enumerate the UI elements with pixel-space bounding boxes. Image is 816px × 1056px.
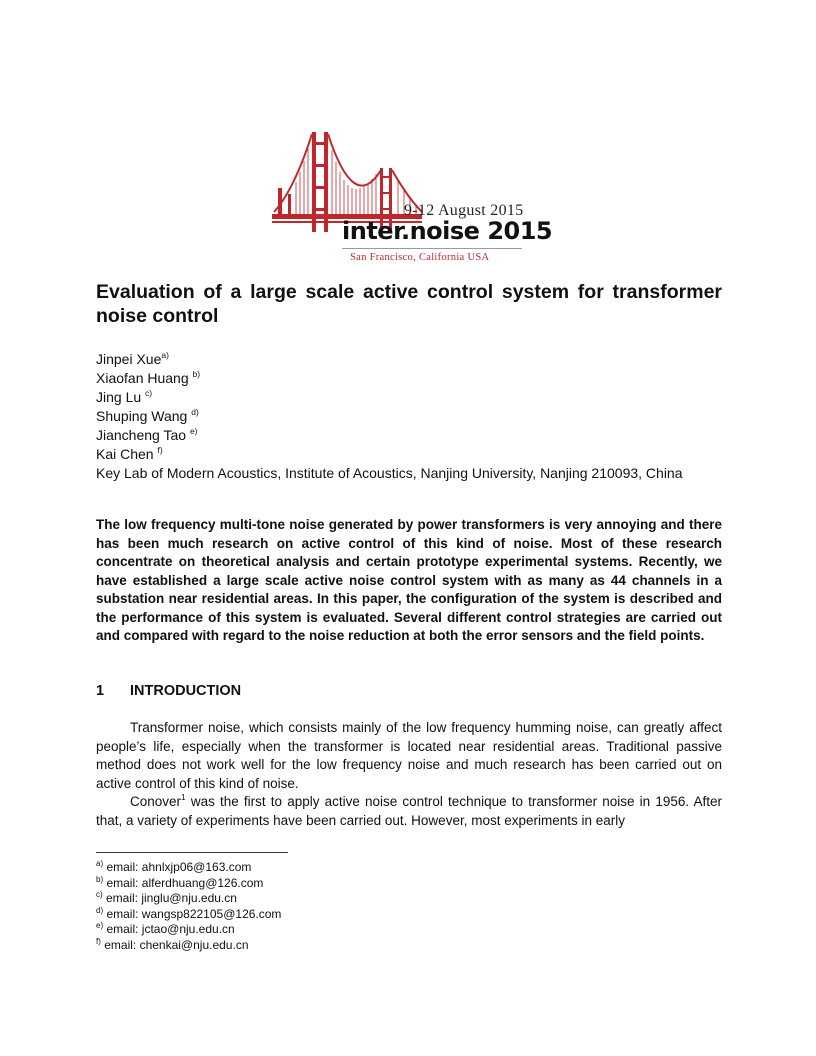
conference-brand: inter.noise 2015 [342, 217, 553, 245]
conference-city: San Francisco, California USA [350, 252, 490, 263]
author: Jiancheng Tao $^{e)}$ [96, 426, 198, 443]
author: Xiaofan Huang $^{b)}$ [96, 369, 201, 386]
abstract: The low frequency multi-tone noise generated by power transformers is very annoying and there has been much research on active control of this kind of noise. Most of these research concentrate on theoretical analysis and certain prototype experimental systems. Recently, we have established a large scale active noise control system with as many as 44 channels in a substation near residential areas. In this paper, the configuration of the system is described and the performance of this system is evaluated. Several different control strategies are carried out and compared with regard to the noise reduction at both the error sensors and the field points. [96, 517, 722, 643]
golden-gate-bridge-icon [272, 128, 552, 266]
citation-ref: 1 [181, 792, 186, 802]
footnote: $^{d)}$ email: wangsp822105@126.com [96, 905, 282, 921]
section-number: 1 [96, 683, 105, 699]
footnote-rule [96, 852, 288, 853]
author-mark: a) [161, 350, 169, 360]
footnote: $^{a)}$ email: ahnlxjp06@163.com [96, 859, 252, 874]
body-text [96, 719, 722, 830]
conference-logo [272, 128, 552, 266]
author-mark: d) [191, 407, 199, 417]
paragraph: Conover$^1$ was the first to apply active noise control technique to transformer noise in 1956. After that, a variety of experiments have been carried out. However, most experiments in early [96, 792, 722, 828]
footnote: $^{e)}$ email: jctao@nju.edu.cn [96, 921, 235, 936]
section-heading [96, 683, 241, 699]
author: Kai Chen $^{f)}$ [96, 445, 163, 462]
footnote: $^{b)}$ email: alferdhuang@126.com [96, 874, 264, 890]
paper-title: Evaluation of a large scale active control system for transformer noise control [96, 281, 722, 327]
author-mark: e) [189, 426, 198, 436]
footnote: $^{f)}$ email: chenkai@nju.edu.cn [96, 936, 249, 952]
author-mark: b) [192, 369, 201, 379]
footnote: $^{c)}$ email: jinglu@nju.edu.cn [96, 890, 237, 905]
conference-date: 9-12 August 2015 [404, 202, 524, 219]
author-mark: f) [157, 445, 163, 455]
author-mark: c) [145, 388, 153, 398]
paragraph: Transformer noise, which consists mainly of the low frequency humming noise, can greatly affect people’s life, especially when the transformer is located near residential areas. Traditional passive method does not work well for the low frequency noise and much research has been carried out on active control of this kind of noise. [96, 720, 722, 791]
author: Jinpei Xue$^{a)}$ [96, 350, 169, 367]
author: Jing Lu $^{c)}$ [96, 388, 153, 405]
author: Shuping Wang $^{d)}$ [96, 407, 199, 424]
section-title: INTRODUCTION [130, 683, 242, 699]
footnotes [96, 860, 281, 953]
author-block [96, 350, 722, 483]
affiliation: Key Lab of Modern Acoustics, Institute of Acoustics, Nanjing University, Nanjing 210093, China [96, 465, 683, 481]
